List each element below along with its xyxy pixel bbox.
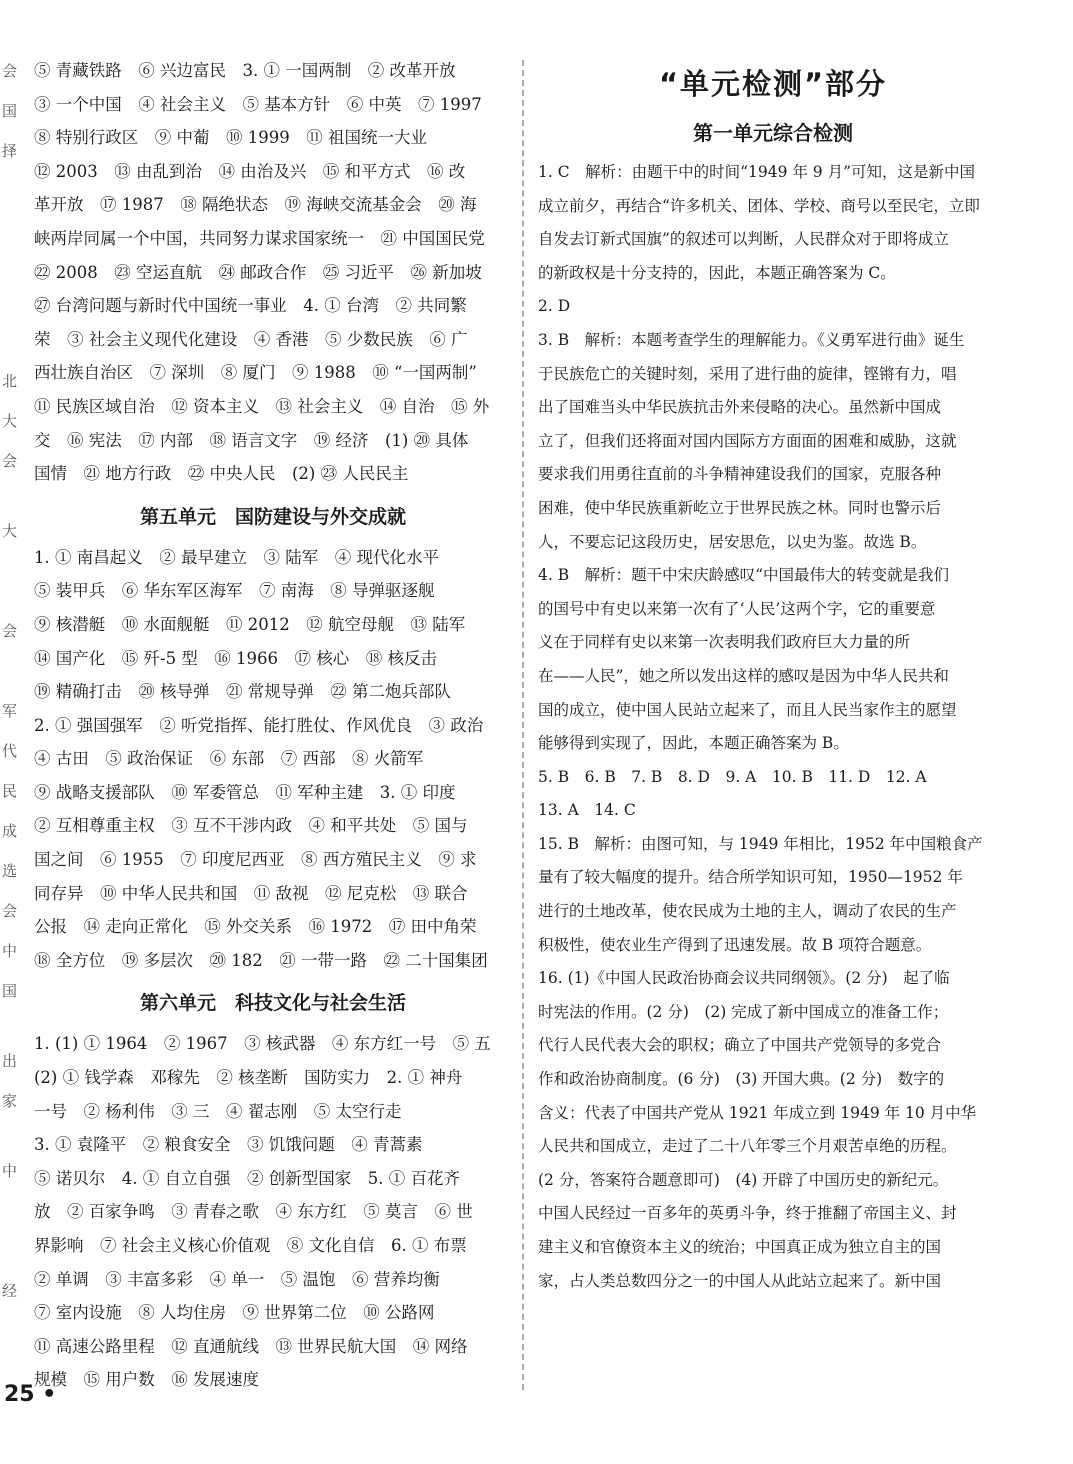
unit5-answers: [34, 541, 512, 978]
answer-line: ② 互相尊重主权 ③ 互不干涉内政 ④ 和平共处 ⑤ 国与: [34, 816, 468, 836]
unit6-answers: [34, 1027, 512, 1397]
margin-char: 择: [2, 142, 18, 160]
explanation-line: 2. D: [538, 297, 571, 316]
left-margin-fragments: [0, 40, 18, 1360]
answer-line: ㉒ 2008 ㉓ 空运直航 ㉔ 邮政合作 ㉕ 习近平 ㉖ 新加坡: [34, 262, 482, 282]
margin-char: 成: [2, 822, 18, 840]
explanation-line: 5. B 6. B 7. B 8. D 9. A 10. B 11. D 12. A: [538, 767, 927, 786]
margin-char: 经: [2, 1282, 18, 1300]
explanation-line: 人，不要忘记这段历史，居安思危，以史为鉴。故选 B。: [538, 532, 927, 551]
answer-line: 3. ① 袁隆平 ② 粮食安全 ③ 饥饿问题 ④ 青蒿素: [34, 1135, 423, 1155]
explanation-line: 4. B 解析：题干中宋庆龄感叹“中国最伟大的转变就是我们: [538, 566, 950, 585]
answer-line: ⑫ 2003 ⑬ 由乱到治 ⑭ 由治及兴 ⑮ 和平方式 ⑯ 改: [34, 161, 466, 181]
answer-line: (2) ① 钱学森 邓稼先 ② 核垄断 国防实力 2. ① 神舟: [34, 1068, 463, 1088]
explanation-line: 中国人民经过一百多年的英勇斗争，终于推翻了帝国主义、封: [538, 1204, 957, 1223]
margin-char: 大: [2, 412, 18, 430]
explanation-line: 进行的土地改革，使农民成为土地的主人，调动了农民的生产: [538, 902, 957, 921]
page-number: 25 •: [4, 1382, 57, 1407]
answer-line: ⑱ 全方位 ⑲ 多层次 ⑳ 182 ㉑ 一带一路 ㉒ 二十国集团: [34, 950, 488, 970]
explanation-line: 义在于同样有史以来第一次表明我们政府巨大力量的所: [538, 633, 911, 652]
explanation-line: 家，占人类总数四分之一的中国人从此站立起来了。新中国: [538, 1271, 942, 1290]
answer-line: ㉗ 台湾问题与新时代中国统一事业 4. ① 台湾 ② 共同繁: [34, 296, 467, 316]
margin-char: 北: [2, 372, 18, 390]
answer-line: 1. ① 南昌起义 ② 最早建立 ③ 陆军 ④ 现代化水平: [34, 547, 439, 567]
answer-line: 规模 ⑮ 用户数 ⑯ 发展速度: [34, 1370, 259, 1390]
margin-char: 代: [2, 742, 18, 760]
explanation-line: 出了国难当头中华民族抗击外来侵略的决心。虽然新中国成: [538, 398, 942, 417]
margin-char: 家: [2, 1092, 18, 1110]
explanation-line: 成立前夕，再结合“许多机关、团体、学校、商号以至民宅，立即: [538, 196, 980, 215]
explanation-line: 16. (1)《中国人民政治协商会议共同纲领》。(2 分) 起了临: [538, 969, 950, 988]
answer-line: ⑤ 装甲兵 ⑥ 华东军区海军 ⑦ 南海 ⑧ 导弹驱逐舰: [34, 581, 435, 601]
explanation-line: 1. C 解析：由题干中的时间“1949 年 9 月”可知，这是新中国: [538, 163, 976, 181]
section-title-unit6: 第六单元 科技文化与社会生活: [139, 992, 406, 1015]
explanation-line: 时宪法的作用。(2 分) (2) 完成了新中国成立的准备工作；: [538, 1002, 949, 1021]
margin-char: 出: [2, 1052, 18, 1070]
margin-char: 选: [2, 862, 18, 880]
answer-line: ② 单调 ③ 丰富多彩 ④ 单一 ⑤ 温饱 ⑥ 营养均衡: [34, 1269, 440, 1289]
unit-test-main-title: “单元检测”部分: [658, 67, 888, 101]
answer-line: 一号 ② 杨利伟 ③ 三 ④ 翟志刚 ⑤ 太空行走: [34, 1101, 402, 1121]
answer-line: 西壮族自治区 ⑦ 深圳 ⑧ 厦门 ⑨ 1988 ⑩ “一国两制”: [34, 363, 477, 383]
answer-line: ⑪ 高速公路里程 ⑫ 直通航线 ⑬ 世界民航大国 ⑭ 网络: [34, 1336, 468, 1356]
answer-line: ⑤ 青藏铁路 ⑥ 兴边富民 3. ① 一国两制 ② 改革开放: [34, 61, 456, 80]
explanation-line: 建主义和官僚资本主义的统治；中国真正成为独立自主的国: [538, 1238, 942, 1256]
explanation-line: (2 分，答案符合题意即可) (4) 开辟了中国历史的新纪元。: [538, 1170, 949, 1189]
answer-line: ⑭ 国产化 ⑮ 歼-5 型 ⑯ 1966 ⑰ 核心 ⑱ 核反击: [34, 648, 438, 668]
explanation-line: 积极性，使农业生产得到了迅速发展。故 B 项符合题意。: [538, 935, 932, 954]
answer-line: ③ 一个中国 ④ 社会主义 ⑤ 基本方针 ⑥ 中英 ⑦ 1997: [34, 94, 482, 114]
explanation-line: 的新政权是十分支持的，因此，本题正确答案为 C。: [538, 263, 896, 282]
margin-char: 会: [2, 902, 18, 920]
explanation-line: 国的成立，使中国人民站立起来了，而且人民当家作主的愿望: [538, 700, 957, 719]
explanation-line: 13. A 14. C: [538, 801, 636, 820]
margin-char: 大: [2, 522, 18, 540]
answer-line: 界影响 ⑦ 社会主义核心价值观 ⑧ 文化自信 6. ① 布票: [34, 1236, 467, 1255]
answer-line: 1. (1) ① 1964 ② 1967 ③ 核武器 ④ 东方红一号 ⑤ 五: [34, 1034, 491, 1054]
answer-line: 放 ② 百家争鸣 ③ 青春之歌 ④ 东方红 ⑤ 莫言 ⑥ 世: [34, 1202, 473, 1222]
explanation-line: 能够得到实现了，因此，本题正确答案为 B。: [538, 734, 849, 753]
margin-char: 会: [2, 622, 18, 640]
answer-line: 革开放 ⑰ 1987 ⑱ 隔绝状态 ⑲ 海峡交流基金会 ⑳ 海: [34, 195, 477, 215]
margin-char: 军: [2, 702, 18, 720]
explanation-line: 人民共和国成立，走过了二十八年零三个月艰苦卓绝的历程。: [538, 1137, 957, 1156]
margin-char: 会: [2, 452, 18, 470]
unit1-test-answers: [538, 156, 1008, 1298]
answer-line: 2. ① 强国强军 ② 听党指挥、能打胜仗、作风优良 ③ 政治: [34, 715, 484, 735]
answer-line: ④ 古田 ⑤ 政治保证 ⑥ 东部 ⑦ 西部 ⑧ 火箭军: [34, 749, 424, 769]
answer-line: ⑧ 特别行政区 ⑨ 中葡 ⑩ 1999 ⑪ 祖国统一大业: [34, 128, 427, 148]
answer-line: ⑤ 诺贝尔 4. ① 自立自强 ② 创新型国家 5. ① 百花齐: [34, 1168, 460, 1188]
answer-line: ⑦ 室内设施 ⑧ 人均住房 ⑨ 世界第二位 ⑩ 公路网: [34, 1303, 435, 1323]
explanation-line: 3. B 解析：本题考查学生的理解能力。《义勇军进行曲》诞生: [538, 330, 965, 349]
explanation-line: 立了，但我们还将面对国内国际方方面面的困难和威胁，这就: [538, 431, 957, 450]
explanation-line: 量有了较大幅度的提升。结合所学知识可知，1950—1952 年: [538, 868, 963, 887]
answer-line: 峡两岸同属一个中国，共同努力谋求国家统一 ㉑ 中国国民党: [34, 228, 485, 248]
explanation-line: 要求我们用勇往直前的斗争精神建设我们的国家，克服各种: [538, 465, 942, 484]
column-divider: [522, 60, 524, 1390]
answer-line: 荣 ③ 社会主义现代化建设 ④ 香港 ⑤ 少数民族 ⑥ 广: [34, 329, 468, 349]
answer-line: ⑨ 核潜艇 ⑩ 水面舰艇 ⑪ 2012 ⑫ 航空母舰 ⑬ 陆军: [34, 614, 466, 634]
answer-line: ⑨ 战略支援部队 ⑩ 军委管总 ⑪ 军种主建 3. ① 印度: [34, 782, 456, 802]
answer-line: 公报 ⑭ 走向正常化 ⑮ 外交关系 ⑯ 1972 ⑰ 田中角荣: [34, 917, 477, 937]
explanation-line: 代行人民代表大会的职权；确立了中国共产党领导的多党合: [538, 1036, 942, 1055]
explanation-line: 于民族危亡的关键时刻，采用了进行曲的旋律，铿锵有力，唱: [538, 364, 957, 383]
margin-char: 中: [2, 1162, 18, 1180]
answer-line: ⑪ 民族区域自治 ⑫ 资本主义 ⑬ 社会主义 ⑭ 自治 ⑮ 外: [34, 396, 490, 416]
explanation-line: 困难，使中华民族重新屹立于世界民族之林。同时也警示后: [538, 498, 942, 517]
answer-line: 国之间 ⑥ 1955 ⑦ 印度尼西亚 ⑧ 西方殖民主义 ⑨ 求: [34, 850, 477, 870]
answer-line: ⑲ 精确打击 ⑳ 核导弹 ㉑ 常规导弹 ㉒ 第二炮兵部队: [34, 682, 451, 702]
explanation-line: 的国号中有史以来第一次有了‘人民’这两个字，它的重要意: [538, 599, 936, 618]
margin-char: 民: [2, 782, 18, 800]
unit1-test-title: 第一单元综合检测: [693, 121, 853, 145]
section-title-unit5: 第五单元 国防建设与外交成就: [139, 505, 406, 528]
answer-line: 国情 ㉑ 地方行政 ㉒ 中央人民 (2) ㉓ 人民民主: [34, 464, 409, 484]
right-column: [538, 54, 1008, 1298]
margin-char: 中: [2, 942, 18, 960]
explanation-line: 含义：代表了中国共产党从 1921 年成立到 1949 年 10 月中华: [538, 1103, 977, 1122]
margin-char: 国: [2, 982, 18, 1000]
left-column: [34, 54, 512, 1397]
answer-line: 交 ⑯ 宪法 ⑰ 内部 ⑱ 语言文字 ⑲ 经济 (1) ⑳ 具体: [34, 430, 469, 450]
margin-char: 会: [2, 62, 18, 80]
answer-line: 同存异 ⑩ 中华人民共和国 ⑪ 敌视 ⑫ 尼克松 ⑬ 联合: [34, 883, 468, 903]
explanation-line: 自发去订新式国旗”的叙述可以判断，人民群众对于即将成立: [538, 230, 949, 249]
explanation-line: 15. B 解析：由图可知，与 1949 年相比，1952 年中国粮食产: [538, 834, 983, 853]
explanation-line: 作和政治协商制度。(6 分) (3) 开国大典。(2 分) 数字的: [538, 1070, 945, 1089]
explanation-line: 在——人民”，她之所以发出这样的感叹是因为中华人民共和: [538, 666, 949, 685]
unit4-answers: [34, 54, 512, 491]
margin-char: 国: [2, 102, 18, 120]
